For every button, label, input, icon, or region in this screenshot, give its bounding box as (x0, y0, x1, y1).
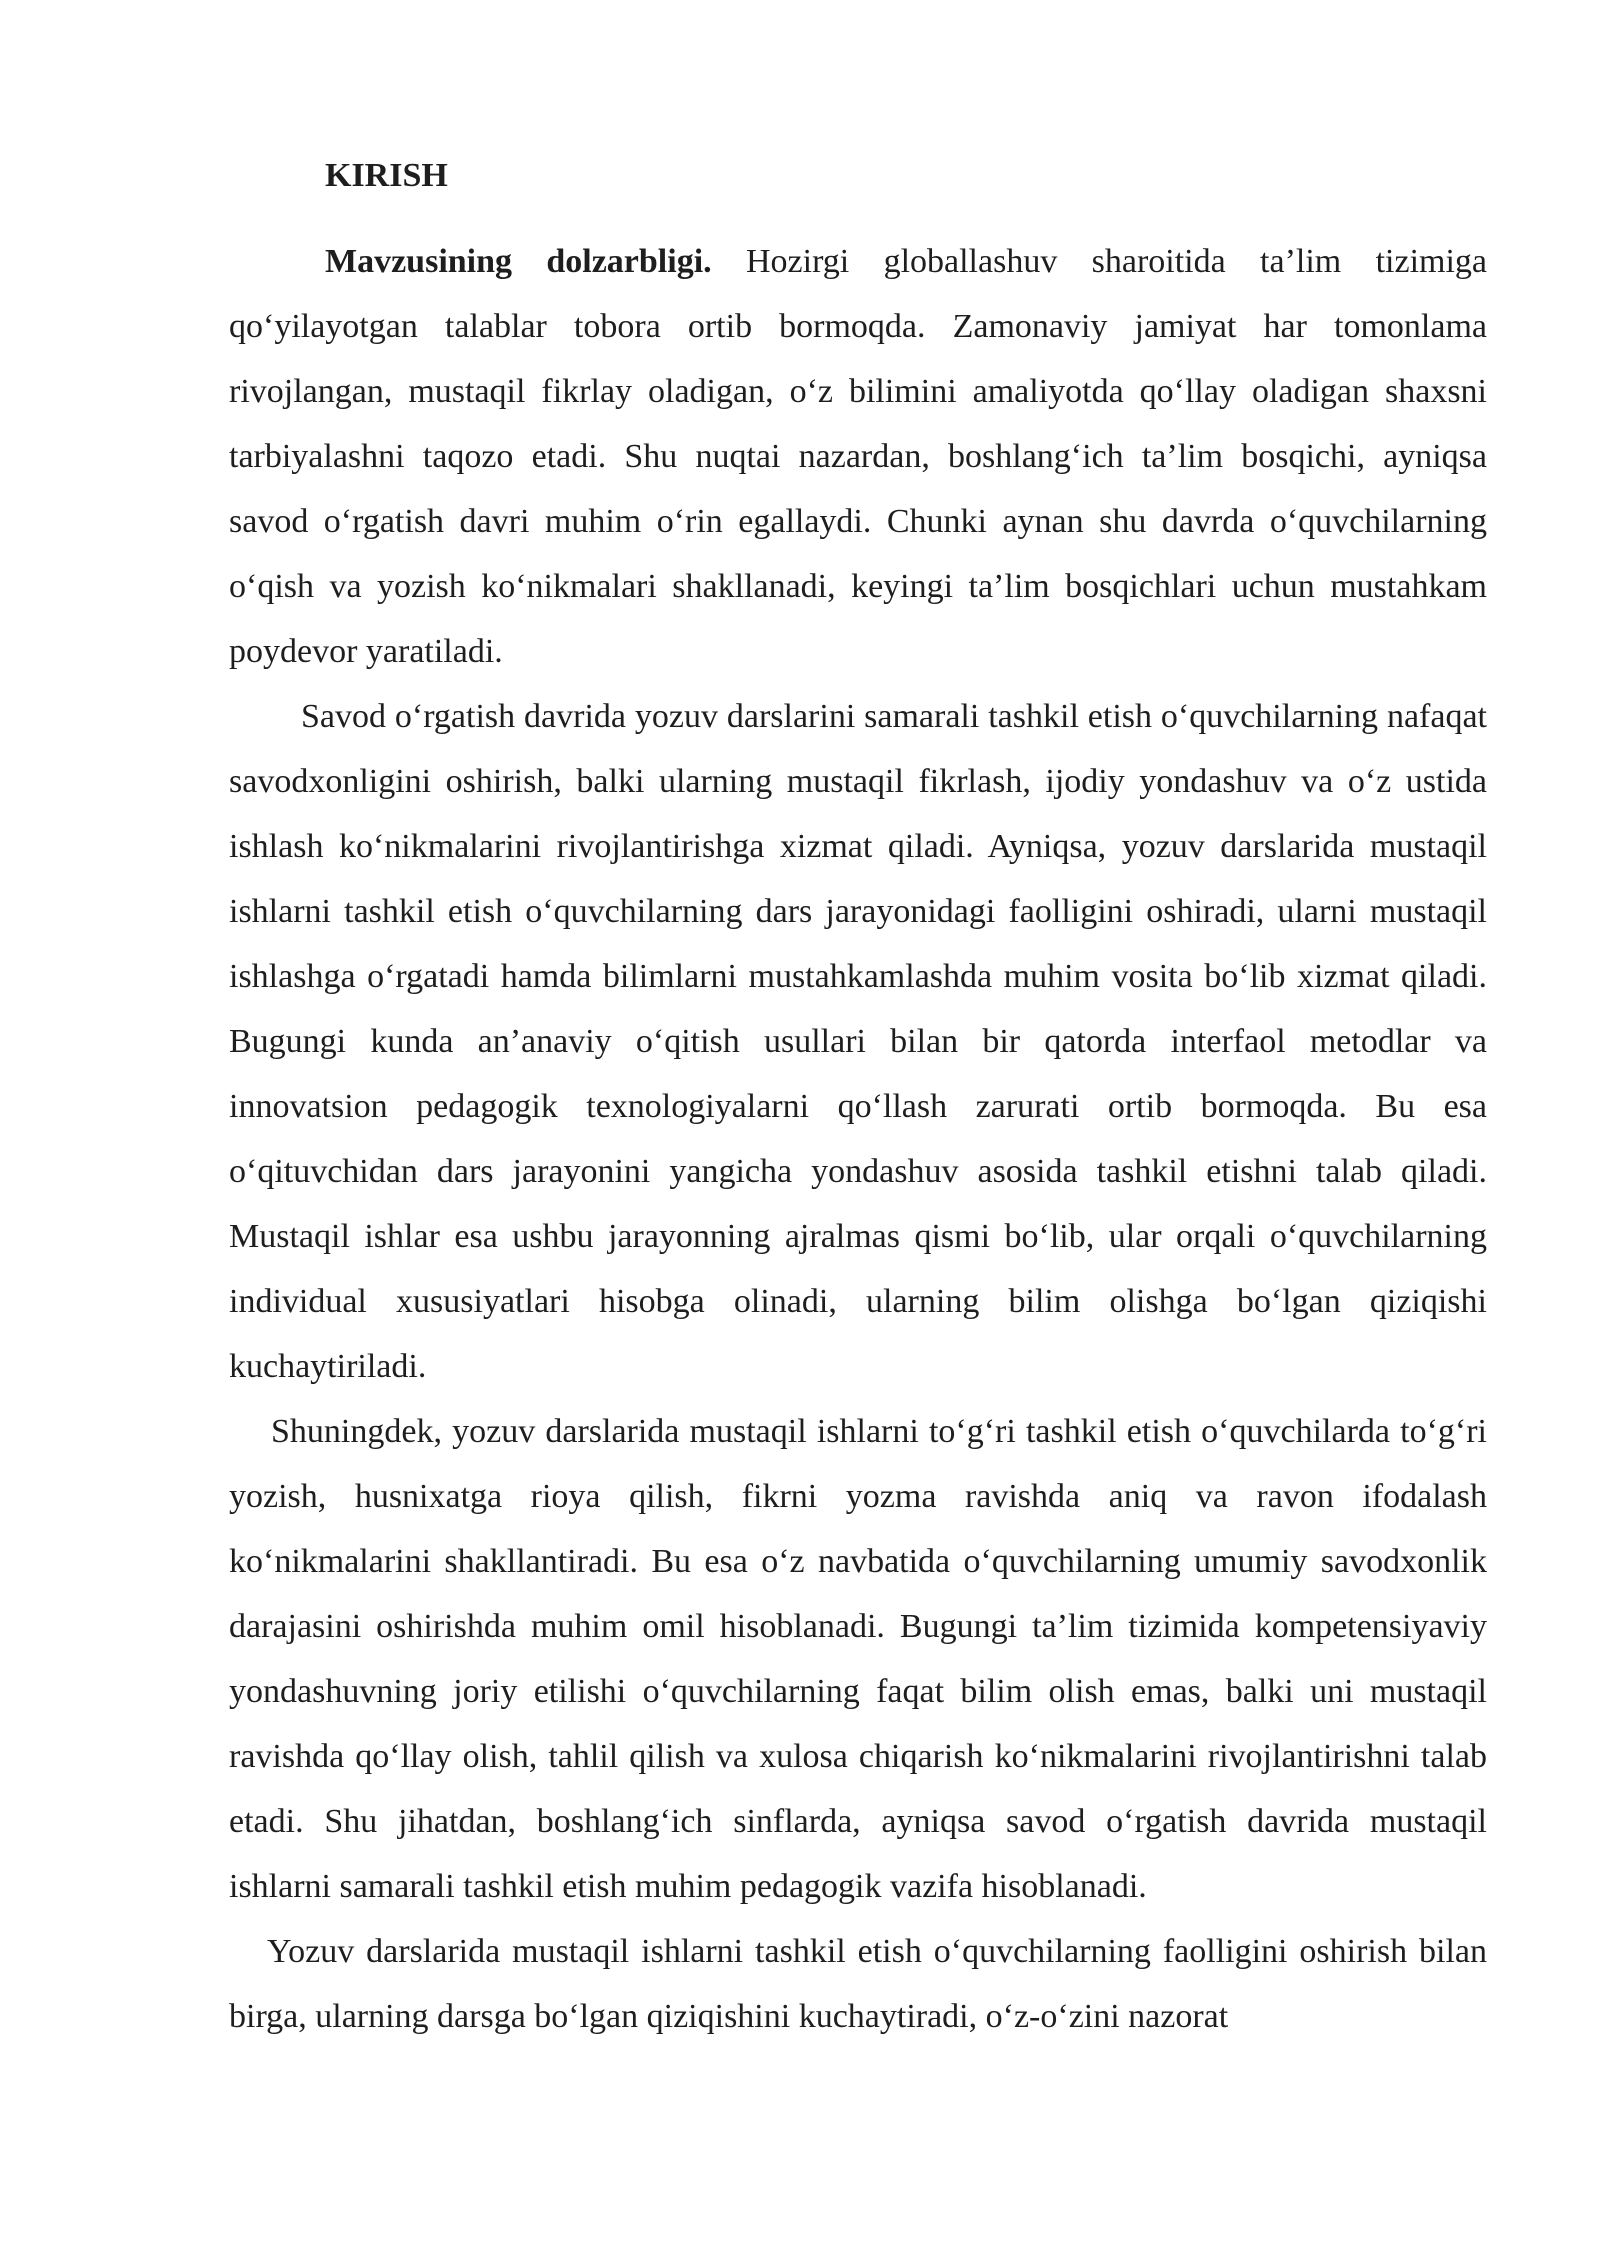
section-heading: KIRISH (325, 157, 448, 194)
paragraph-lead: Mavzusining dolzarbligi. (325, 243, 712, 280)
paragraph-body: Hozirgi globallashuv sharoitida ta’lim tizimiga qo‘yilayotgan talablar tobora ortib bormoqda. Zamonaviy jamiyat har tomonlama rivojlangan, mustaqil fikrlay oladigan, o‘z bilimini amaliyotda qo‘llay oladigan shaxsni tarbiyalashni taqozo etadi. Shu nuqtai nazardan, boshlang‘ich ta’lim bosqichi, ayniqsa savod o‘rgatish davri muhim o‘rin egallaydi. Chunki aynan shu davrda o‘quvchilarning o‘qish va yozish ko‘nikmalari shakllanadi, keyingi ta’lim bosqichlari uchun mustahkam poydevor yaratiladi. (229, 243, 1487, 670)
paragraph: Savod o‘rgatish davrida yozuv darslarini samarali tashkil etish o‘quvchilarning nafaqat savodxonligini oshirish, balki ularning mustaqil fikrlash, ijodiy yondashuv va o‘z ustida ishlash ko‘nikmalarini rivojlantirishga xizmat qiladi. Ayniqsa, yozuv darslarida mustaqil ishlarni tashkil etish o‘quvchilarning dars jarayonidagi faolligini oshiradi, ularni mustaqil ishlashga o‘rgatadi hamda bilimlarni mustahkamlashda muhim vosita bo‘lib xizmat qiladi. Bugungi kunda an’anaviy o‘qitish usullari bilan bir qatorda interfaol metodlar va innovatsion pedagogik texnologiyalarni qo‘llash zarurati ortib bormoqda. Bu esa o‘qituvchidan dars jarayonini yangicha yondashuv asosida tashkil etishni talab qiladi. Mustaqil ishlar esa ushbu jarayonning ajralmas qismi bo‘lib, ular orqali o‘quvchilarning individual xususiyatlari hisobga olinadi, ularning bilim olishga bo‘lgan qiziqishi kuchaytiriladi. (229, 698, 1487, 1385)
document-page (229, 146, 1487, 2049)
paragraph: Shuningdek, yozuv darslarida mustaqil ishlarni to‘g‘ri tashkil etish o‘quvchilarda to‘g‘ri yozish, husnixatga rioya qilish, fikrni yozma ravishda aniq va ravon ifodalash ko‘nikmalarini shakllantiradi. Bu esa o‘z navbatida o‘quvchilarning umumiy savodxonlik darajasini oshirishda muhim omil hisoblanadi. Bugungi ta’lim tizimida kompetensiyaviy yondashuvning joriy etilishi o‘quvchilarning faqat bilim olish emas, balki uni mustaqil ravishda qo‘llay olish, tahlil qilish va xulosa chiqarish ko‘nikmalarini rivojlantirishni talab etadi. Shu jihatdan, boshlang‘ich sinflarda, ayniqsa savod o‘rgatish davrida mustaqil ishlarni samarali tashkil etish muhim pedagogik vazifa hisoblanadi. (229, 1413, 1487, 1905)
paragraph-relevance (229, 229, 1487, 684)
paragraph: Yozuv darslarida mustaqil ishlarni tashkil etish o‘quvchilarning faolligini oshirish bilan birga, ularning darsga bo‘lgan qiziqishini kuchaytiradi, o‘z-o‘zini nazorat (229, 1933, 1487, 2035)
